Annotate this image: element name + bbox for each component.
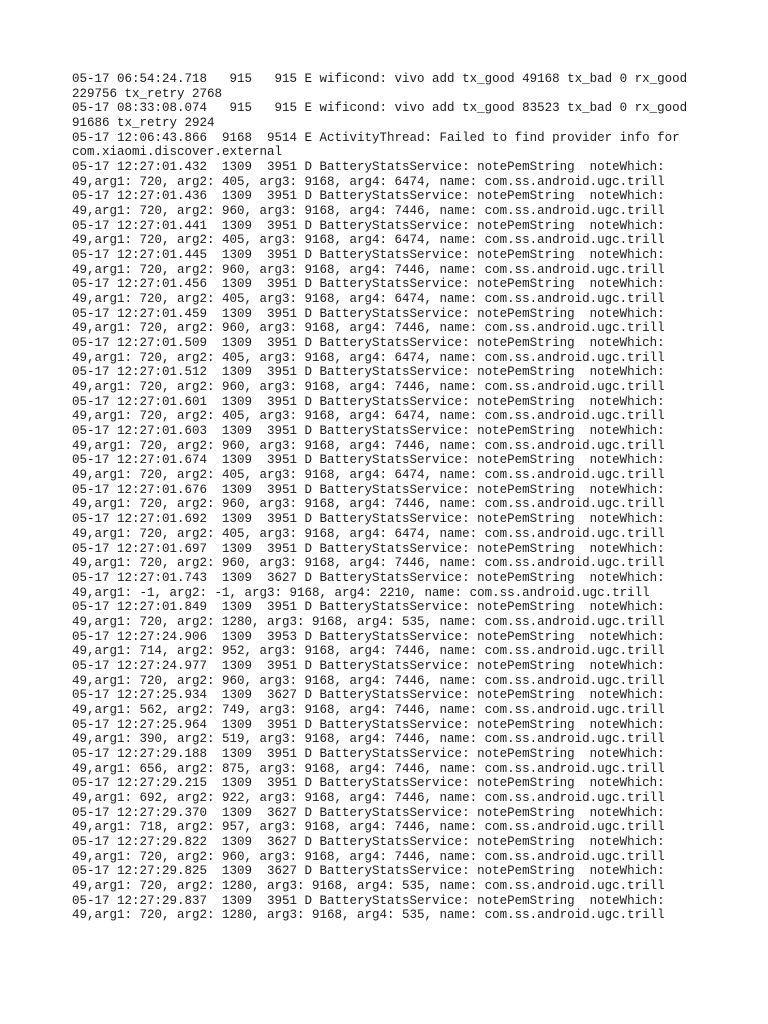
log-line: 49,arg1: 720, arg2: 1280, arg3: 9168, arg4: 535, name: com.ss.android.ugc.trill [72, 878, 665, 893]
log-line: 49,arg1: 692, arg2: 922, arg3: 9168, arg4: 7446, name: com.ss.android.ugc.trill [72, 790, 665, 805]
log-line: 49,arg1: 720, arg2: 405, arg3: 9168, arg4: 6474, name: com.ss.android.ugc.trill [72, 292, 665, 307]
log-line: 49,arg1: 720, arg2: 405, arg3: 9168, arg4: 6474, name: com.ss.android.ugc.trill [72, 174, 665, 189]
log-line: 49,arg1: 720, arg2: 960, arg3: 9168, arg4: 7446, name: com.ss.android.ugc.trill [72, 204, 665, 219]
log-line: 05-17 12:27:01.692 1309 3951 D BatteryStatsService: notePemString noteWhich: [72, 512, 665, 527]
log-line: 05-17 12:27:29.370 1309 3627 D BatteryStatsService: notePemString noteWhich: [72, 805, 665, 820]
log-line: 05-17 12:27:01.436 1309 3951 D BatteryStatsService: notePemString noteWhich: [72, 189, 665, 204]
log-line: 05-17 12:27:01.603 1309 3951 D BatteryStatsService: notePemString noteWhich: [72, 424, 665, 439]
log-line: 49,arg1: 714, arg2: 952, arg3: 9168, arg4: 7446, name: com.ss.android.ugc.trill [72, 644, 665, 659]
log-line: 49,arg1: 720, arg2: 405, arg3: 9168, arg4: 6474, name: com.ss.android.ugc.trill [72, 526, 665, 541]
log-line: 05-17 12:27:01.441 1309 3951 D BatteryStatsService: notePemString noteWhich: [72, 218, 665, 233]
log-line: 05-17 12:27:01.509 1309 3951 D BatteryStatsService: notePemString noteWhich: [72, 336, 665, 351]
log-line: 05-17 12:27:25.934 1309 3627 D BatteryStatsService: notePemString noteWhich: [72, 688, 665, 703]
log-line: 49,arg1: 720, arg2: 960, arg3: 9168, arg4: 7446, name: com.ss.android.ugc.trill [72, 321, 665, 336]
log-line: 49,arg1: 720, arg2: 1280, arg3: 9168, arg4: 535, name: com.ss.android.ugc.trill [72, 908, 665, 923]
log-line: 49,arg1: -1, arg2: -1, arg3: 9168, arg4: 2210, name: com.ss.android.ugc.trill [72, 585, 650, 600]
log-line: 49,arg1: 720, arg2: 960, arg3: 9168, arg4: 7446, name: com.ss.android.ugc.trill [72, 497, 665, 512]
log-line: 229756 tx_retry 2768 [72, 86, 223, 101]
log-line: 05-17 12:27:29.188 1309 3951 D BatteryStatsService: notePemString noteWhich: [72, 746, 665, 761]
log-line: 05-17 12:27:01.445 1309 3951 D BatteryStatsService: notePemString noteWhich: [72, 248, 665, 263]
log-line: 05-17 12:27:01.676 1309 3951 D BatteryStatsService: notePemString noteWhich: [72, 482, 665, 497]
log-line: 49,arg1: 720, arg2: 405, arg3: 9168, arg4: 6474, name: com.ss.android.ugc.trill [72, 350, 665, 365]
log-line: 05-17 12:27:01.601 1309 3951 D BatteryStatsService: notePemString noteWhich: [72, 394, 665, 409]
log-line: 49,arg1: 720, arg2: 960, arg3: 9168, arg4: 7446, name: com.ss.android.ugc.trill [72, 673, 665, 688]
log-line: 05-17 12:27:01.674 1309 3951 D BatteryStatsService: notePemString noteWhich: [72, 453, 665, 468]
log-line: 91686 tx_retry 2924 [72, 116, 215, 131]
log-line: 49,arg1: 720, arg2: 960, arg3: 9168, arg4: 7446, name: com.ss.android.ugc.trill [72, 556, 665, 571]
log-line: 05-17 08:33:08.074 915 915 E wificond: vivo add tx_good 83523 tx_bad 0 rx_good [72, 101, 688, 116]
log-line: 05-17 12:27:29.822 1309 3627 D BatteryStatsService: notePemString noteWhich: [72, 834, 665, 849]
log-line: com.xiaomi.discover.external [72, 145, 283, 160]
log-line: 49,arg1: 720, arg2: 1280, arg3: 9168, arg4: 535, name: com.ss.android.ugc.trill [72, 614, 665, 629]
log-line: 05-17 12:27:24.906 1309 3953 D BatteryStatsService: notePemString noteWhich: [72, 629, 665, 644]
log-line: 05-17 12:06:43.866 9168 9514 E ActivityThread: Failed to find provider info for [72, 130, 680, 145]
log-text-block [72, 72, 712, 923]
log-line: 49,arg1: 720, arg2: 405, arg3: 9168, arg4: 6474, name: com.ss.android.ugc.trill [72, 233, 665, 248]
log-line: 49,arg1: 720, arg2: 405, arg3: 9168, arg4: 6474, name: com.ss.android.ugc.trill [72, 468, 665, 483]
log-line: 49,arg1: 562, arg2: 749, arg3: 9168, arg4: 7446, name: com.ss.android.ugc.trill [72, 702, 665, 717]
log-line: 49,arg1: 720, arg2: 960, arg3: 9168, arg4: 7446, name: com.ss.android.ugc.trill [72, 262, 665, 277]
log-line: 05-17 12:27:01.459 1309 3951 D BatteryStatsService: notePemString noteWhich: [72, 306, 665, 321]
log-line: 05-17 12:27:01.456 1309 3951 D BatteryStatsService: notePemString noteWhich: [72, 277, 665, 292]
log-line: 05-17 12:27:29.215 1309 3951 D BatteryStatsService: notePemString noteWhich: [72, 776, 665, 791]
log-line: 49,arg1: 718, arg2: 957, arg3: 9168, arg4: 7446, name: com.ss.android.ugc.trill [72, 820, 665, 835]
log-line: 05-17 12:27:25.964 1309 3951 D BatteryStatsService: notePemString noteWhich: [72, 717, 665, 732]
log-line: 49,arg1: 720, arg2: 960, arg3: 9168, arg4: 7446, name: com.ss.android.ugc.trill [72, 380, 665, 395]
log-line: 49,arg1: 720, arg2: 405, arg3: 9168, arg4: 6474, name: com.ss.android.ugc.trill [72, 409, 665, 424]
log-line: 05-17 12:27:01.512 1309 3951 D BatteryStatsService: notePemString noteWhich: [72, 365, 665, 380]
log-line: 05-17 06:54:24.718 915 915 E wificond: vivo add tx_good 49168 tx_bad 0 rx_good [72, 72, 688, 86]
log-line: 05-17 12:27:01.849 1309 3951 D BatteryStatsService: notePemString noteWhich: [72, 600, 665, 615]
log-line: 05-17 12:27:29.825 1309 3627 D BatteryStatsService: notePemString noteWhich: [72, 864, 665, 879]
log-line: 05-17 12:27:01.743 1309 3627 D BatteryStatsService: notePemString noteWhich: [72, 570, 665, 585]
log-line: 05-17 12:27:24.977 1309 3951 D BatteryStatsService: notePemString noteWhich: [72, 658, 665, 673]
log-line: 05-17 12:27:01.432 1309 3951 D BatteryStatsService: notePemString noteWhich: [72, 160, 665, 175]
log-line: 05-17 12:27:29.837 1309 3951 D BatteryStatsService: notePemString noteWhich: [72, 893, 665, 908]
log-line: 49,arg1: 720, arg2: 960, arg3: 9168, arg4: 7446, name: com.ss.android.ugc.trill [72, 849, 665, 864]
log-line: 49,arg1: 656, arg2: 875, arg3: 9168, arg4: 7446, name: com.ss.android.ugc.trill [72, 761, 665, 776]
log-line: 49,arg1: 390, arg2: 519, arg3: 9168, arg4: 7446, name: com.ss.android.ugc.trill [72, 732, 665, 747]
log-line: 05-17 12:27:01.697 1309 3951 D BatteryStatsService: notePemString noteWhich: [72, 541, 665, 556]
log-line: 49,arg1: 720, arg2: 960, arg3: 9168, arg4: 7446, name: com.ss.android.ugc.trill [72, 438, 665, 453]
